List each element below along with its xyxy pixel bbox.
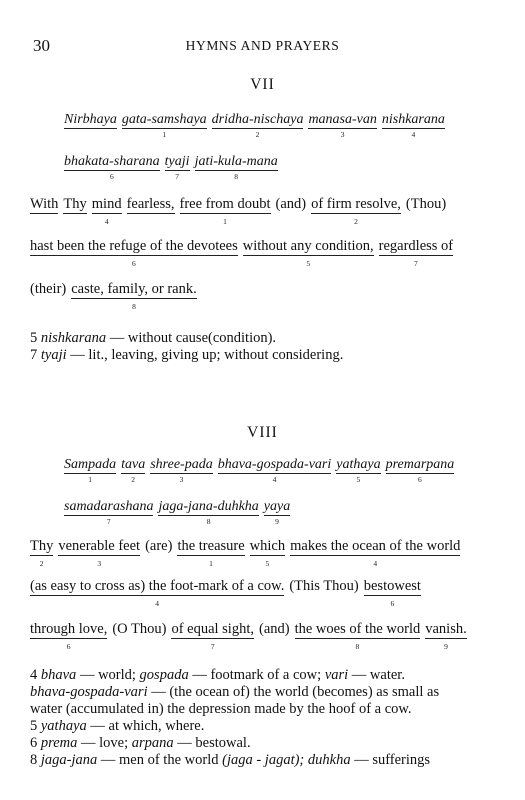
footnote-gloss: — world; <box>79 667 136 683</box>
phrase-text: With <box>30 196 59 212</box>
phrase-text: (O Thou) <box>112 621 167 637</box>
reference-number: 1 <box>88 475 92 484</box>
footnote-term2: (jaga - jagat); duhkha <box>222 752 351 768</box>
underlined-phrase <box>158 499 259 526</box>
phrase-text: Thy <box>63 196 87 212</box>
reference-number: 7 <box>210 642 215 651</box>
underlined-phrase <box>30 578 285 608</box>
reference-number: 9 <box>444 642 448 651</box>
phrase-text: caste, family, or rank. <box>71 281 197 297</box>
footnote-num: 7 <box>30 347 38 363</box>
footnotes-viii <box>30 667 500 769</box>
reference-number: 4 <box>104 217 109 226</box>
translation-line <box>30 578 421 608</box>
footnote <box>30 718 500 735</box>
running-head: HYMNS AND PRAYERS <box>185 38 340 53</box>
underlined-phrase <box>177 538 245 568</box>
footnote-gloss: — men of the world <box>100 752 219 768</box>
reference-number: 2 <box>255 130 260 139</box>
footnote-num: 8 <box>30 752 38 768</box>
phrase-text: dridha-nischaya <box>211 112 304 127</box>
phrase-text: jati-kula-mana <box>194 154 278 169</box>
reference-number: 7 <box>414 259 418 268</box>
underlined-phrase <box>58 538 141 568</box>
phrase-text: manasa-van <box>308 112 377 127</box>
phrase-text: through love, <box>30 621 108 637</box>
reference-number: 8 <box>234 172 239 181</box>
underlined-phrase <box>171 621 254 651</box>
phrase-text: shree-pada <box>150 457 213 472</box>
phrase <box>289 578 358 595</box>
footnote-term: tyaji <box>40 347 67 363</box>
footnote-term: jaga-jana <box>40 752 98 768</box>
phrase-text: fearless, <box>126 196 175 212</box>
underlined-phrase <box>164 154 190 181</box>
phrase-text: Thy <box>30 538 54 554</box>
footnote-term: bhava-gospada-vari <box>30 684 148 700</box>
underlined-phrase <box>30 196 58 214</box>
underlined-phrase <box>378 238 454 268</box>
footnote <box>30 735 500 752</box>
reference-number: 3 <box>97 559 102 568</box>
reference-number: 1 <box>162 130 167 139</box>
footnote-num: 5 <box>30 330 38 346</box>
reference-number: 8 <box>206 517 211 526</box>
reference-number: 6 <box>390 599 395 608</box>
underlined-phrase <box>63 196 86 214</box>
footnote-num: 6 <box>30 735 38 751</box>
reference-number: 9 <box>275 517 279 526</box>
footnotes-vii <box>30 330 500 364</box>
phrase-text: (and) <box>259 621 290 637</box>
footnote-gloss: water (accumulated in) the depression made by the hoof of a cow. <box>30 701 412 717</box>
phrase <box>276 196 307 213</box>
underlined-phrase <box>30 238 238 268</box>
reference-number: 7 <box>175 172 179 181</box>
reference-number: 2 <box>354 217 358 226</box>
phrase <box>30 281 66 298</box>
phrase-text: yaya <box>263 499 291 514</box>
phrase-text: yathaya <box>336 457 381 472</box>
phrase-text: premarpana <box>385 457 455 472</box>
phrase-text: samadarashana <box>64 499 154 514</box>
reference-number: 7 <box>106 517 111 526</box>
reference-number: 4 <box>272 475 277 484</box>
footnote <box>30 667 500 684</box>
phrase-text: (This Thou) <box>289 578 359 594</box>
phrase-text: venerable feet <box>58 538 141 554</box>
footnote-gloss: — at which, where. <box>90 718 205 734</box>
translation-line <box>30 196 447 226</box>
underlined-phrase <box>150 457 213 484</box>
phrase-text: regardless of <box>378 238 454 254</box>
phrase-text: nishkarana <box>381 112 445 127</box>
reference-number: 2 <box>131 475 136 484</box>
translation-line <box>30 538 461 568</box>
underlined-phrase <box>290 538 461 568</box>
footnote-gloss: — lit., leaving, giving up; without considering. <box>70 347 344 363</box>
footnote-term: nishkarana <box>40 330 107 346</box>
phrase-text: hast been the refuge of the devotees <box>30 238 238 254</box>
footnote-gloss: — without cause(condition). <box>109 330 277 346</box>
phrase-text: mind <box>91 196 122 212</box>
reference-number: 8 <box>132 302 136 311</box>
footnote-gloss2: — sufferings <box>354 752 431 768</box>
reference-number: 3 <box>179 475 184 484</box>
verse-line <box>64 499 291 526</box>
footnote-term2: gospada <box>139 667 189 683</box>
underlined-phrase <box>121 112 207 139</box>
phrase-text: (are) <box>145 538 173 554</box>
phrase-text: which <box>249 538 286 554</box>
underlined-phrase <box>194 154 278 181</box>
underlined-phrase <box>30 538 54 568</box>
reference-number: 4 <box>155 599 160 608</box>
underlined-phrase <box>308 112 377 139</box>
reference-number: 6 <box>66 642 71 651</box>
footnote-term: yathaya <box>40 718 87 734</box>
reference-number: 4 <box>411 130 416 139</box>
footnote <box>30 752 500 769</box>
footnote-gloss2: — bestowal. <box>177 735 251 751</box>
underlined-phrase <box>381 112 445 139</box>
footnote-gloss: — love; <box>81 735 129 751</box>
underlined-phrase <box>91 196 122 226</box>
reference-number: 5 <box>306 259 311 268</box>
footnote-num: 5 <box>30 718 38 734</box>
underlined-phrase <box>425 621 467 651</box>
reference-number: 5 <box>265 559 270 568</box>
phrase-text: free from doubt <box>179 196 271 212</box>
reference-number: 6 <box>418 475 422 484</box>
reference-number: 6 <box>109 172 114 181</box>
footnote-gloss: — (the ocean of) the world (becomes) as small as <box>151 684 440 700</box>
translation-line <box>30 238 454 268</box>
underlined-phrase <box>64 154 160 181</box>
phrase <box>112 621 166 638</box>
phrase-text: (their) <box>30 281 67 297</box>
verse-line <box>64 457 455 484</box>
reference-number: 3 <box>340 130 345 139</box>
underlined-phrase <box>64 112 117 129</box>
phrase-text: tava <box>121 457 146 472</box>
phrase-text: bestowest <box>363 578 421 594</box>
footnote-term2: arpana <box>131 735 174 751</box>
footnote <box>30 347 500 364</box>
reference-number: 1 <box>223 217 227 226</box>
underlined-phrase <box>179 196 271 226</box>
section-heading-vii: VII <box>250 76 275 93</box>
underlined-phrase <box>64 499 154 526</box>
reference-number: 8 <box>355 642 360 651</box>
phrase <box>259 621 290 638</box>
reference-number: 1 <box>209 559 213 568</box>
phrase-text: vanish. <box>425 621 467 637</box>
phrase-text: of equal sight, <box>171 621 254 637</box>
underlined-phrase <box>263 499 291 526</box>
footnote-num: 4 <box>30 667 38 683</box>
phrase-text: the treasure <box>177 538 245 554</box>
footnote-term3: vari <box>324 667 349 683</box>
footnote-term: prema <box>40 735 78 751</box>
page-number: 30 <box>33 36 50 55</box>
phrase-text: of firm resolve, <box>311 196 401 212</box>
phrase <box>145 538 172 555</box>
footnote <box>30 330 500 347</box>
reference-number: 6 <box>132 259 136 268</box>
footnote <box>30 701 500 718</box>
underlined-phrase <box>211 112 304 139</box>
phrase-text: makes the ocean of the world <box>290 538 461 554</box>
underlined-phrase <box>336 457 381 484</box>
phrase-text: (Thou) <box>405 196 447 212</box>
reference-number: 4 <box>373 559 378 568</box>
underlined-phrase <box>311 196 401 226</box>
phrase-text: jaga-jana-duhkha <box>158 499 259 514</box>
translation-line <box>30 621 467 651</box>
underlined-phrase <box>217 457 332 484</box>
phrase-text: tyaji <box>164 154 190 169</box>
phrase <box>406 196 446 213</box>
phrase-text: Nirbhaya <box>64 112 117 127</box>
phrase-text: bhava-gospada-vari <box>217 457 332 472</box>
underlined-phrase <box>242 238 374 268</box>
phrase-text: (and) <box>275 196 307 212</box>
section-heading-viii: VIII <box>247 424 278 441</box>
phrase-text: without any condition, <box>242 238 374 254</box>
footnote-term: bhava <box>40 667 77 683</box>
footnote <box>30 684 500 701</box>
underlined-phrase <box>30 621 108 651</box>
underlined-phrase <box>385 457 455 484</box>
underlined-phrase <box>64 457 117 484</box>
phrase-text: (as easy to cross as) the foot-mark of a cow. <box>30 578 285 594</box>
underlined-phrase <box>127 196 175 214</box>
reference-number: 2 <box>39 559 44 568</box>
footnote-gloss3: — water. <box>351 667 405 683</box>
verse-line <box>64 112 445 139</box>
underlined-phrase <box>249 538 286 568</box>
phrase-text: Sampada <box>64 457 117 472</box>
phrase-text: the woes of the world <box>294 621 421 637</box>
underlined-phrase <box>294 621 421 651</box>
underlined-phrase <box>363 578 421 608</box>
footnote-gloss2: — footmark of a cow; <box>192 667 322 683</box>
verse-line <box>64 154 278 181</box>
underlined-phrase <box>71 281 197 311</box>
underlined-phrase <box>121 457 146 484</box>
translation-line <box>30 281 197 311</box>
phrase-text: bhakata-sharana <box>64 154 160 169</box>
phrase-text: gata-samshaya <box>121 112 207 127</box>
reference-number: 5 <box>356 475 361 484</box>
